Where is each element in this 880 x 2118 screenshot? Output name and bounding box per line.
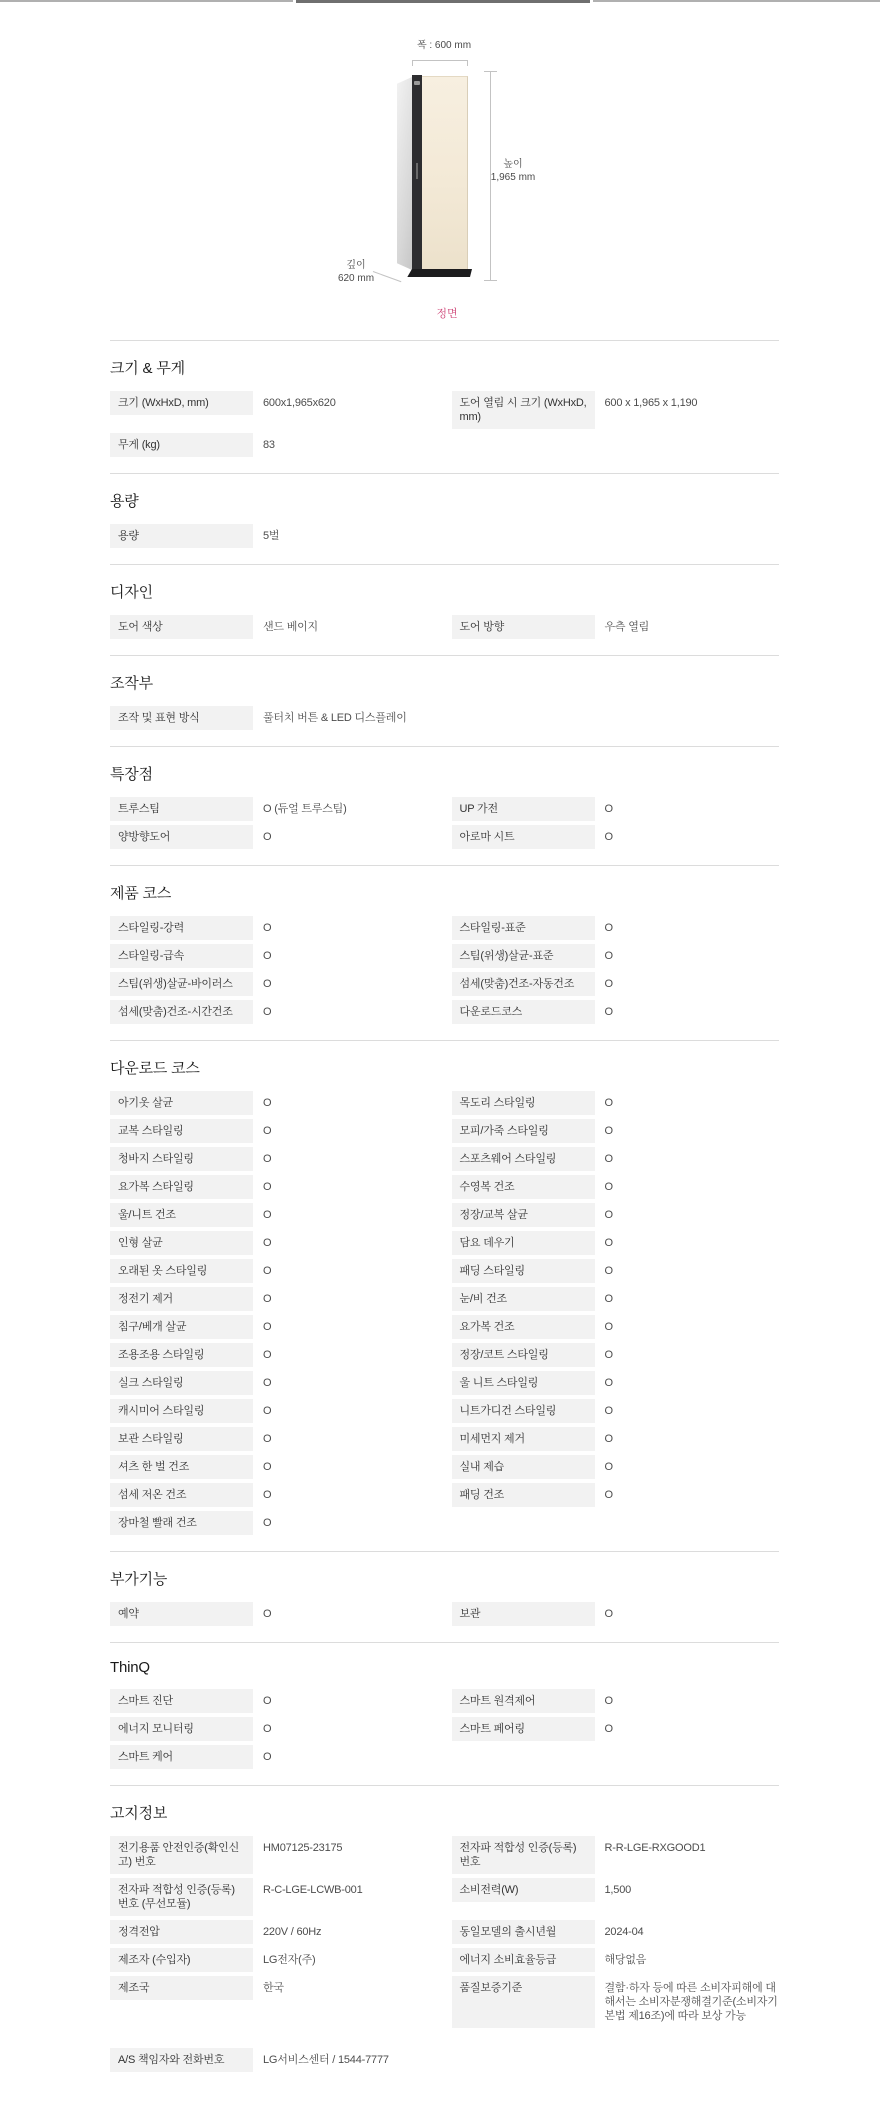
spec-grid [110,615,779,639]
spec-label: 청바지 스타일링 [110,1147,253,1171]
spec-value: 83 [263,439,275,451]
spec-row [110,2048,438,2072]
spec-row [110,1315,438,1339]
spec-label: 니트가디건 스타일링 [452,1399,595,1423]
spec-value: O [604,1293,613,1305]
section-title: 제품 코스 [110,885,172,902]
spec-row [452,1203,780,1227]
spec-row [452,916,780,940]
spec-label: 품질보증기준 [452,1976,595,2028]
spec-label: 양방향도어 [110,825,253,849]
spec-label: 실내 제습 [452,1455,595,1479]
spec-label: 미세먼지 제거 [452,1427,595,1451]
spec-label: 무게 (kg) [110,433,253,457]
spec-value: O [604,1321,613,1333]
spec-value: 한국 [263,1982,284,1994]
spec-row [452,1371,780,1395]
spec-label: UP 가전 [452,797,595,821]
spec-label: 침구/베개 살균 [110,1315,253,1339]
spec-value: O [604,1097,613,1109]
spec-label: 교복 스타일링 [110,1119,253,1143]
appliance-side-panel [397,77,412,270]
spec-value: LG전자(주) [263,1954,316,1966]
spec-value: O [604,831,613,843]
spec-value: O [263,1405,272,1417]
spec-row [110,1689,438,1713]
spec-label: 스마트 페어링 [452,1717,595,1741]
spec-value: HM07125-23175 [263,1842,343,1854]
spec-value: O [604,978,613,990]
spec-label: 울/니트 건조 [110,1203,253,1227]
depth-dimension-label: 깊이 620 mm [337,260,375,284]
spec-value: O [604,1695,613,1707]
spec-row [110,1287,438,1311]
spec-value: O [604,1265,613,1277]
spec-row [110,1175,438,1199]
spec-label: 스팀(위생)살균-바이러스 [110,972,253,996]
spec-value: 1,500 [604,1884,632,1896]
spec-value: O [604,1489,613,1501]
spec-section [110,564,779,655]
spec-value: O [263,1321,272,1333]
spec-row [110,1745,438,1769]
spec-value: O [263,1293,272,1305]
spec-section [110,1551,779,1642]
spec-grid [110,1836,779,2072]
spec-row [110,1976,438,2000]
spec-grid [110,1602,779,1626]
spec-label: 스포츠웨어 스타일링 [452,1147,595,1171]
spec-row [452,1399,780,1423]
spec-row [110,1717,438,1741]
spec-value: 600 x 1,965 x 1,190 [604,397,698,409]
spec-value: O [604,1433,613,1445]
spec-row [110,1602,438,1626]
spec-row [452,1483,780,1507]
spec-grid [110,797,779,849]
spec-row [452,1689,780,1713]
spec-label: 크기 (WxHxD, mm) [110,391,253,415]
spec-section [110,340,779,473]
spec-value: R-C-LGE-LCWB-001 [263,1884,363,1896]
section-title: 고지정보 [110,1805,168,1822]
spec-row [110,797,438,821]
section-title: 조작부 [110,675,153,692]
tab-indicator-left[interactable] [0,0,293,2]
spec-label: 트루스팀 [110,797,253,821]
spec-value: O [604,1209,613,1221]
spec-value: 220V / 60Hz [263,1926,322,1938]
spec-row [452,1343,780,1367]
spec-grid [110,1091,779,1535]
spec-section [110,1785,779,2088]
spec-grid [110,1689,779,1769]
spec-value: O [263,1608,272,1620]
spec-label: 오래된 옷 스타일링 [110,1259,253,1283]
width-dimension-line [412,60,468,66]
spec-row [110,1147,438,1171]
spec-value: 600x1,965x620 [263,397,336,409]
spec-row [110,1000,438,1024]
spec-row [452,1231,780,1255]
spec-value: O [604,1377,613,1389]
product-dimension-figure [0,4,880,340]
spec-value: O [263,1349,272,1361]
spec-label: 전기용품 안전인증(확인신고) 번호 [110,1836,253,1874]
spec-value: O [263,1517,272,1529]
spec-value: O [604,1461,613,1473]
door-control-mark [416,163,418,179]
spec-label: 제조국 [110,1976,253,2000]
spec-value: O [263,1181,272,1193]
spec-row [110,1119,438,1143]
spec-row [452,1427,780,1451]
spec-value: 2024-04 [604,1926,644,1938]
spec-label: 소비전력(W) [452,1878,595,1902]
spec-label: 실크 스타일링 [110,1371,253,1395]
spec-row [110,1427,438,1451]
section-title: 크기 & 무게 [110,360,185,377]
spec-row [452,1315,780,1339]
spec-label: 다운로드코스 [452,1000,595,1024]
spec-value: LG서비스센터 / 1544-7777 [263,2054,389,2066]
spec-row [110,706,438,730]
spec-label: 스마트 케어 [110,1745,253,1769]
spec-grid [110,524,779,548]
spec-row [110,615,438,639]
spec-label: 울 니트 스타일링 [452,1371,595,1395]
spec-row [452,1147,780,1171]
spec-value: R-R-LGE-RXGOOD1 [604,1842,706,1854]
spec-value: O [263,1695,272,1707]
spec-grid [110,391,779,457]
spec-value: 풀터치 버튼 & LED 디스플레이 [263,712,407,724]
spec-section [110,865,779,1040]
spec-label: 조용조용 스타일링 [110,1343,253,1367]
spec-row [452,1259,780,1283]
spec-label: 도어 색상 [110,615,253,639]
spec-row [110,1455,438,1479]
spec-row [452,1602,780,1626]
spec-row [110,1920,438,1944]
spec-row [452,391,780,429]
spec-label: 아기옷 살균 [110,1091,253,1115]
spec-row [110,391,438,415]
spec-value: O [263,922,272,934]
spec-value: 샌드 베이지 [263,621,318,633]
spec-row [452,1000,780,1024]
spec-row [452,1948,780,1972]
spec-row [452,1175,780,1199]
width-dimension-label: 폭 : 600 mm [416,40,472,51]
spec-label: 인형 살균 [110,1231,253,1255]
spec-row [452,1878,780,1902]
spec-label: 스마트 진단 [110,1689,253,1713]
spec-value: O [604,1125,613,1137]
spec-row [452,1091,780,1115]
spec-label: 수영복 건조 [452,1175,595,1199]
spec-label: 조작 및 표현 방식 [110,706,253,730]
spec-row [110,972,438,996]
spec-value: O [604,1006,613,1018]
spec-value: O [604,1153,613,1165]
spec-label: 스타일링-강력 [110,916,253,940]
tab-indicator-right[interactable] [593,0,880,2]
spec-value: O [263,1461,272,1473]
spec-row [110,433,438,457]
spec-label: 캐시미어 스타일링 [110,1399,253,1423]
spec-label: 아로마 시트 [452,825,595,849]
spec-label: 전자파 적합성 인증(등록) 번호 (무선모듈) [110,1878,253,1916]
spec-label: 예약 [110,1602,253,1626]
spec-label: 섬세(맞춤)건조-자동건조 [452,972,595,996]
spec-section [110,655,779,746]
spec-label: 스타일링-표준 [452,916,595,940]
spec-value: O [604,1181,613,1193]
spec-row [110,916,438,940]
spec-value: O [263,1751,272,1763]
spec-value: O [263,1723,272,1735]
spec-value: O (듀얼 트루스팀) [263,803,347,815]
spec-value: 해당없음 [604,1954,647,1966]
spec-value: O [263,1237,272,1249]
tab-indicator-active[interactable] [296,0,590,3]
section-title: 특장점 [110,766,153,783]
appliance-door-front [422,76,468,270]
spec-row [110,825,438,849]
spec-label: 정격전압 [110,1920,253,1944]
height-dimension-label: 높이 1,965 mm [490,159,536,183]
spec-value: 5벌 [263,530,280,542]
spec-label: 정장/코트 스타일링 [452,1343,595,1367]
spec-label: 제조자 (수입자) [110,1948,253,1972]
spec-row [110,944,438,968]
spec-grid [110,706,779,730]
spec-label: 담요 데우기 [452,1231,595,1255]
spec-section [110,1642,779,1785]
spec-label: 목도리 스타일링 [452,1091,595,1115]
spec-row [452,1976,780,2028]
spec-label: 요가복 스타일링 [110,1175,253,1199]
spec-label: 스타일링-급속 [110,944,253,968]
spec-label: 정전기 제거 [110,1287,253,1311]
spec-label: 모피/가죽 스타일링 [452,1119,595,1143]
spec-value: O [604,1608,613,1620]
spec-label: 정장/교복 살균 [452,1203,595,1227]
spec-row [452,1455,780,1479]
spec-row [110,1511,438,1535]
spec-label: 요가복 건조 [452,1315,595,1339]
spec-value: O [604,1723,613,1735]
spec-value: O [263,1097,272,1109]
spec-value: O [263,1265,272,1277]
spec-row [452,944,780,968]
spec-label: 동일모델의 출시년월 [452,1920,595,1944]
spec-row [452,825,780,849]
spec-label: 전자파 적합성 인증(등록) 번호 [452,1836,595,1874]
spec-value: O [604,922,613,934]
spec-label: 눈/비 건조 [452,1287,595,1311]
spec-value: O [263,1125,272,1137]
section-title: 용량 [110,493,139,510]
lg-logo-mark [414,81,420,85]
spec-row [452,797,780,821]
spec-row [452,1119,780,1143]
spec-row [452,1836,780,1874]
spec-row [110,1091,438,1115]
spec-value: O [263,978,272,990]
spec-row [110,1203,438,1227]
spec-label: 에너지 모니터링 [110,1717,253,1741]
spec-label: 용량 [110,524,253,548]
spec-row [110,524,438,548]
spec-value: O [604,950,613,962]
spec-value: O [263,1153,272,1165]
spec-label: 섬세(맞춤)건조-시간건조 [110,1000,253,1024]
spec-row [452,972,780,996]
spec-value: O [263,831,272,843]
spec-value: O [263,1006,272,1018]
spec-label: 보관 스타일링 [110,1427,253,1451]
spec-label: 장마철 빨래 건조 [110,1511,253,1535]
appliance-door-edge [412,75,422,271]
spec-row [110,1343,438,1367]
spec-row [110,1483,438,1507]
spec-value: O [263,1209,272,1221]
spec-value: O [604,803,613,815]
section-title: 다운로드 코스 [110,1060,200,1077]
spec-row [110,1878,438,1916]
spec-row [452,1920,780,1944]
spec-row [110,1259,438,1283]
spec-value: O [604,1405,613,1417]
spec-row [110,1371,438,1395]
spec-label: 섬세 저온 건조 [110,1483,253,1507]
spec-grid [110,916,779,1024]
spec-label: 스팀(위생)살균-표준 [452,944,595,968]
spec-label: 패딩 스타일링 [452,1259,595,1283]
spec-row [110,1948,438,1972]
spec-label: 도어 방향 [452,615,595,639]
spec-section [110,1040,779,1551]
spec-label: 셔츠 한 벌 건조 [110,1455,253,1479]
section-title: 부가기능 [110,1571,168,1588]
spec-label: A/S 책임자와 전화번호 [110,2048,253,2072]
spec-value: 결함·하자 등에 따른 소비자피해에 대해서는 소비자분쟁해결기준(소비자기본법 제16조)에 따라 보상 가능 [604,1982,778,2022]
spec-label: 에너지 소비효율등급 [452,1948,595,1972]
spec-row [110,1836,438,1874]
front-view-label: 정면 [436,308,458,320]
spec-value: O [604,1349,613,1361]
spec-row [110,1231,438,1255]
spec-row [452,615,780,639]
spec-section [110,746,779,865]
spec-value: O [263,950,272,962]
spec-value: O [263,1489,272,1501]
spec-label: 패딩 건조 [452,1483,595,1507]
spec-row [452,1717,780,1741]
section-title: ThinQ [110,1659,150,1676]
spec-label: 스마트 원격제어 [452,1689,595,1713]
spec-row [110,1399,438,1423]
spec-value: O [263,1377,272,1389]
spec-sections [0,340,880,2118]
spec-value: 우측 열림 [604,621,650,633]
spec-value: O [263,1433,272,1445]
spec-row [452,1287,780,1311]
spec-value: O [604,1237,613,1249]
appliance-base [406,269,472,277]
section-title: 디자인 [110,584,153,601]
spec-label: 도어 열림 시 크기 (WxHxD, mm) [452,391,595,429]
spec-section [110,473,779,564]
spec-label: 보관 [452,1602,595,1626]
